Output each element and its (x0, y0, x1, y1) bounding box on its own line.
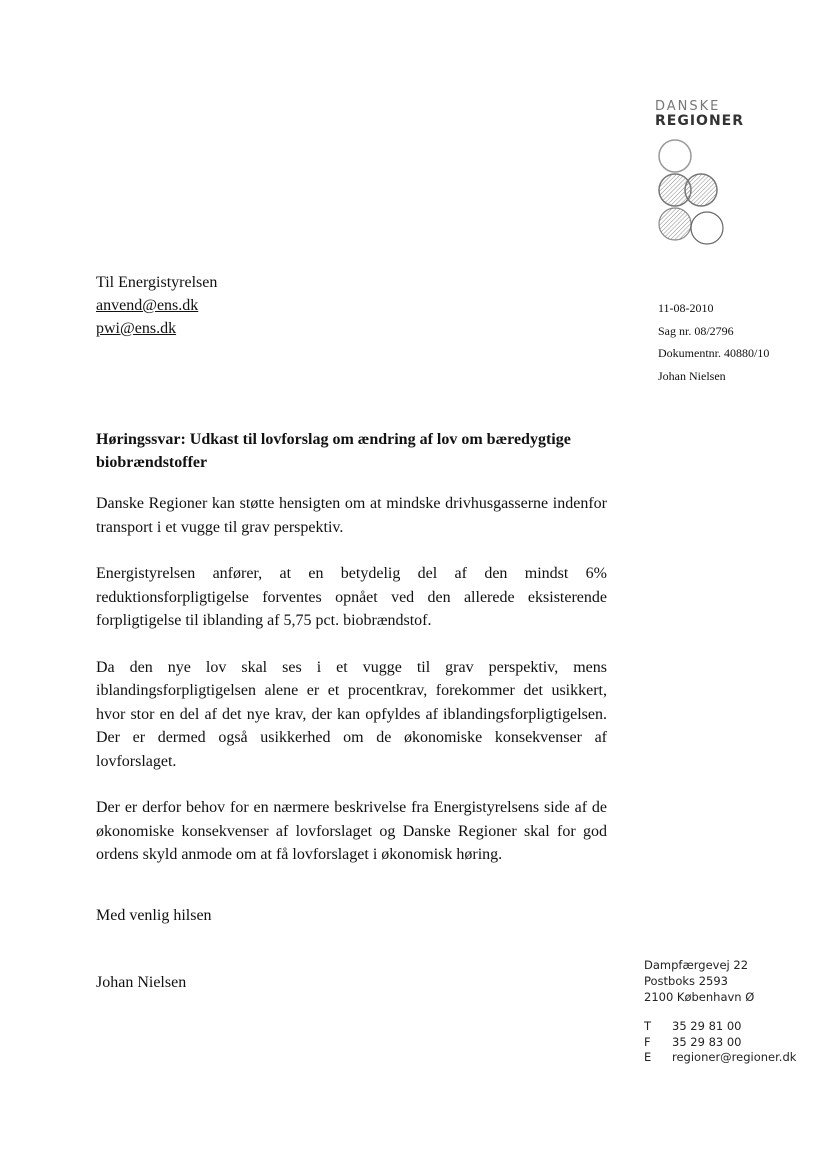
contact-row-email (644, 1050, 796, 1066)
letter-title: Høringssvar: Udkast til lovforslag om ændring af lov om bæredygtige biobrændstoffer (96, 431, 571, 471)
logo-text-danske: DANSKE (655, 99, 721, 114)
body-paragraph: Da den nye lov skal ses i et vugge til grav perspektiv, mens iblandingsforpligtigelsen alene er et procentkrav, forekommer det usikkert, hvor stor en del af det nye krav, der kan opfyldes af iblandingsforpligtigelsen. Der er dermed også usikkerhed om de økonomiske konsekvenser af lovforslaget. (96, 658, 607, 770)
sender-address (644, 957, 754, 1005)
letter-body (96, 492, 607, 890)
address-line: 2100 København Ø (644, 990, 755, 1004)
contact-label: E (644, 1050, 652, 1064)
recipient-name: Til Energistyrelsen (96, 274, 218, 291)
document-meta (658, 297, 769, 387)
document-number: Dokumentnr. 40880/10 (658, 346, 770, 360)
contact-email-link[interactable]: regioner@regioner.dk (672, 1050, 797, 1064)
closing-greeting: Med venlig hilsen (96, 907, 212, 924)
body-paragraph: Der er derfor behov for en nærmere beskrivelse fra Energistyrelsens side af de økonomiske konsekvenser af lovforslaget og Danske Regioner skal for god ordens skyld anmode om at få lovforslaget i økonomisk høring. (96, 799, 607, 863)
contact-value: 35 29 81 00 (672, 1019, 742, 1033)
contact-value: 35 29 83 00 (672, 1034, 742, 1049)
logo-circles-icon (655, 136, 735, 248)
contact-label: F (644, 1034, 651, 1049)
contact-row-phone (644, 1019, 796, 1035)
body-paragraph: Danske Regioner kan støtte hensigten om at mindske drivhusgasserne indenfor transport i et vugge til grav perspektiv. (96, 495, 607, 536)
contact-row-fax (644, 1035, 796, 1051)
recipient-block (96, 271, 217, 340)
author-name: Johan Nielsen (658, 368, 726, 383)
address-line: Dampfærgevej 22 (644, 958, 749, 972)
sender-contact (644, 1019, 796, 1066)
document-date: 11-08-2010 (658, 301, 714, 315)
body-paragraph: Energistyrelsen anfører, at en betydelig del af den mindst 6% reduktionsforpligtigelse forventes opnået ved den allerede eksisterende forpligtigelse til iblanding af 5,75 pct. biobrændstof. (96, 565, 607, 629)
logo-text-regioner: REGIONER (655, 113, 745, 129)
case-number: Sag nr. 08/2796 (658, 323, 734, 338)
recipient-email-link[interactable]: pwi@ens.dk (96, 320, 177, 337)
recipient-email-link[interactable]: anvend@ens.dk (96, 297, 199, 314)
address-line: Postboks 2593 (644, 974, 728, 988)
signer-name: Johan Nielsen (96, 974, 187, 991)
danske-regioner-logo (655, 100, 745, 129)
contact-label: T (644, 1019, 652, 1033)
